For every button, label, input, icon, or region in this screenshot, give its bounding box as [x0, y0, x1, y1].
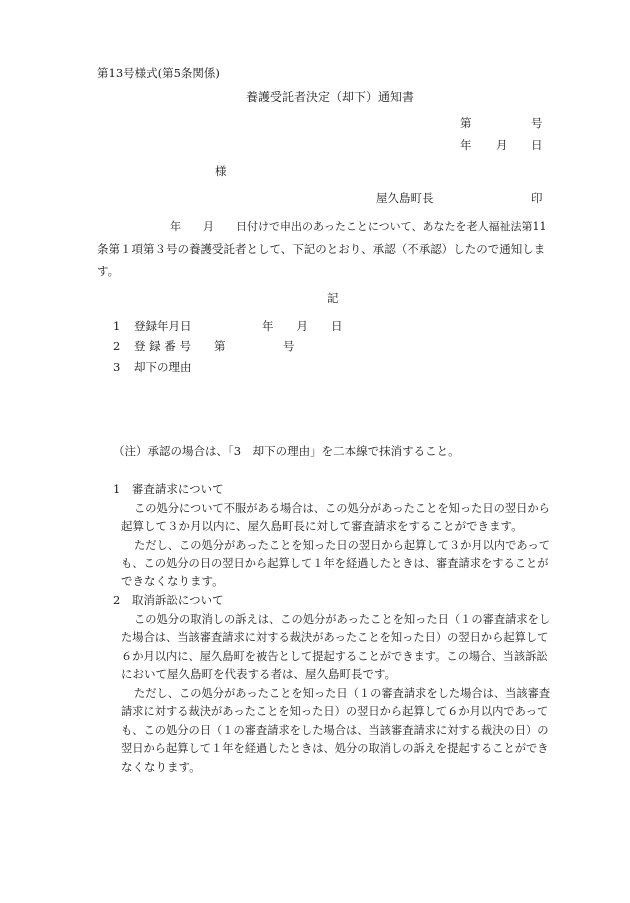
body-line: す。 — [97, 264, 120, 278]
date-day: 日 — [531, 138, 543, 152]
doc-number-suffix: 号 — [531, 116, 543, 130]
date-month: 月 — [496, 138, 508, 152]
section-line: ただし、この処分があったことを知った日の翌日から起算して３か月以内であって — [134, 539, 551, 552]
item-label: 登 録 番 号 — [134, 339, 191, 353]
doc-number-prefix: 第 — [460, 116, 472, 130]
section-heading: 1 審査請求について — [113, 482, 224, 496]
item-value: 第 号 — [214, 339, 295, 353]
section-line: ただし、この処分があったことを知った日（１の審査請求をした場合は、当該審査 — [134, 687, 551, 700]
section-line: ６か月以内に、屋久島町を被告として提起することができます。この場合、当該訴訟 — [121, 650, 548, 663]
note: （注）承認の場合は、「3 却下の理由」を二本線で抹消すること。 — [113, 444, 460, 458]
section-heading: 2 取消訴訟について — [113, 593, 224, 607]
section-line: 翌日から起算して１年を経過したときは、処分の取消しの訴えを提起することができ — [121, 742, 549, 755]
seal-mark: 印 — [531, 191, 543, 205]
body-line: 年 月 日付けで申出のあったことについて、あなたを老人福祉法第11 — [170, 220, 547, 233]
section-line: も、この処分の日の翌日から起算して１年を経過したときは、審査請求をすることが — [121, 557, 549, 570]
item-label: 却下の理由 — [134, 360, 192, 374]
section-line: 起算して３か月以内に、屋久島町長に対して審査請求をすることができます。 — [121, 519, 523, 533]
item-value: 年 月 日 — [262, 319, 343, 333]
section-line: なくなります。 — [121, 760, 201, 774]
section-line: 請求に対する裁決があったことを知った日）の翌日から起算して６か月以内であって — [121, 705, 549, 718]
issuer-name: 屋久島町長 — [376, 191, 434, 205]
item-number: 1 — [113, 319, 121, 333]
document-title: 養護受託者決定（却下）通知書 — [246, 90, 415, 104]
form-label: 第13号様式(第5条関係) — [97, 66, 220, 80]
section-line: この処分について不服がある場合は、この処分があったことを知った日の翌日から — [134, 502, 550, 515]
addressee-honorific: 様 — [215, 164, 227, 178]
date-year: 年 — [460, 138, 472, 152]
section-line: において屋久島町を代表する者は、屋久島町長です。 — [121, 667, 397, 681]
body-line: 条第１項第３号の養護受託者として、下記のとおり、承認（不承認）したので通知しま — [97, 242, 546, 256]
section-line: た場合は、当該審査請求に対する裁決があったことを知った日）の翌日から起算して — [121, 631, 549, 644]
item-number: 3 — [113, 360, 121, 374]
section-line: この処分の取消しの訴えは、この処分があったことを知った日（１の審査請求をし — [134, 613, 551, 626]
item-number: 2 — [113, 339, 121, 353]
section-line: も、この処分の日（１の審査請求をした場合は、当該審査請求に対する裁決の日）の — [121, 724, 549, 737]
section-line: できなくなります。 — [121, 574, 224, 588]
ki-heading: 記 — [327, 291, 339, 305]
item-label: 登録年月日 — [134, 319, 192, 333]
